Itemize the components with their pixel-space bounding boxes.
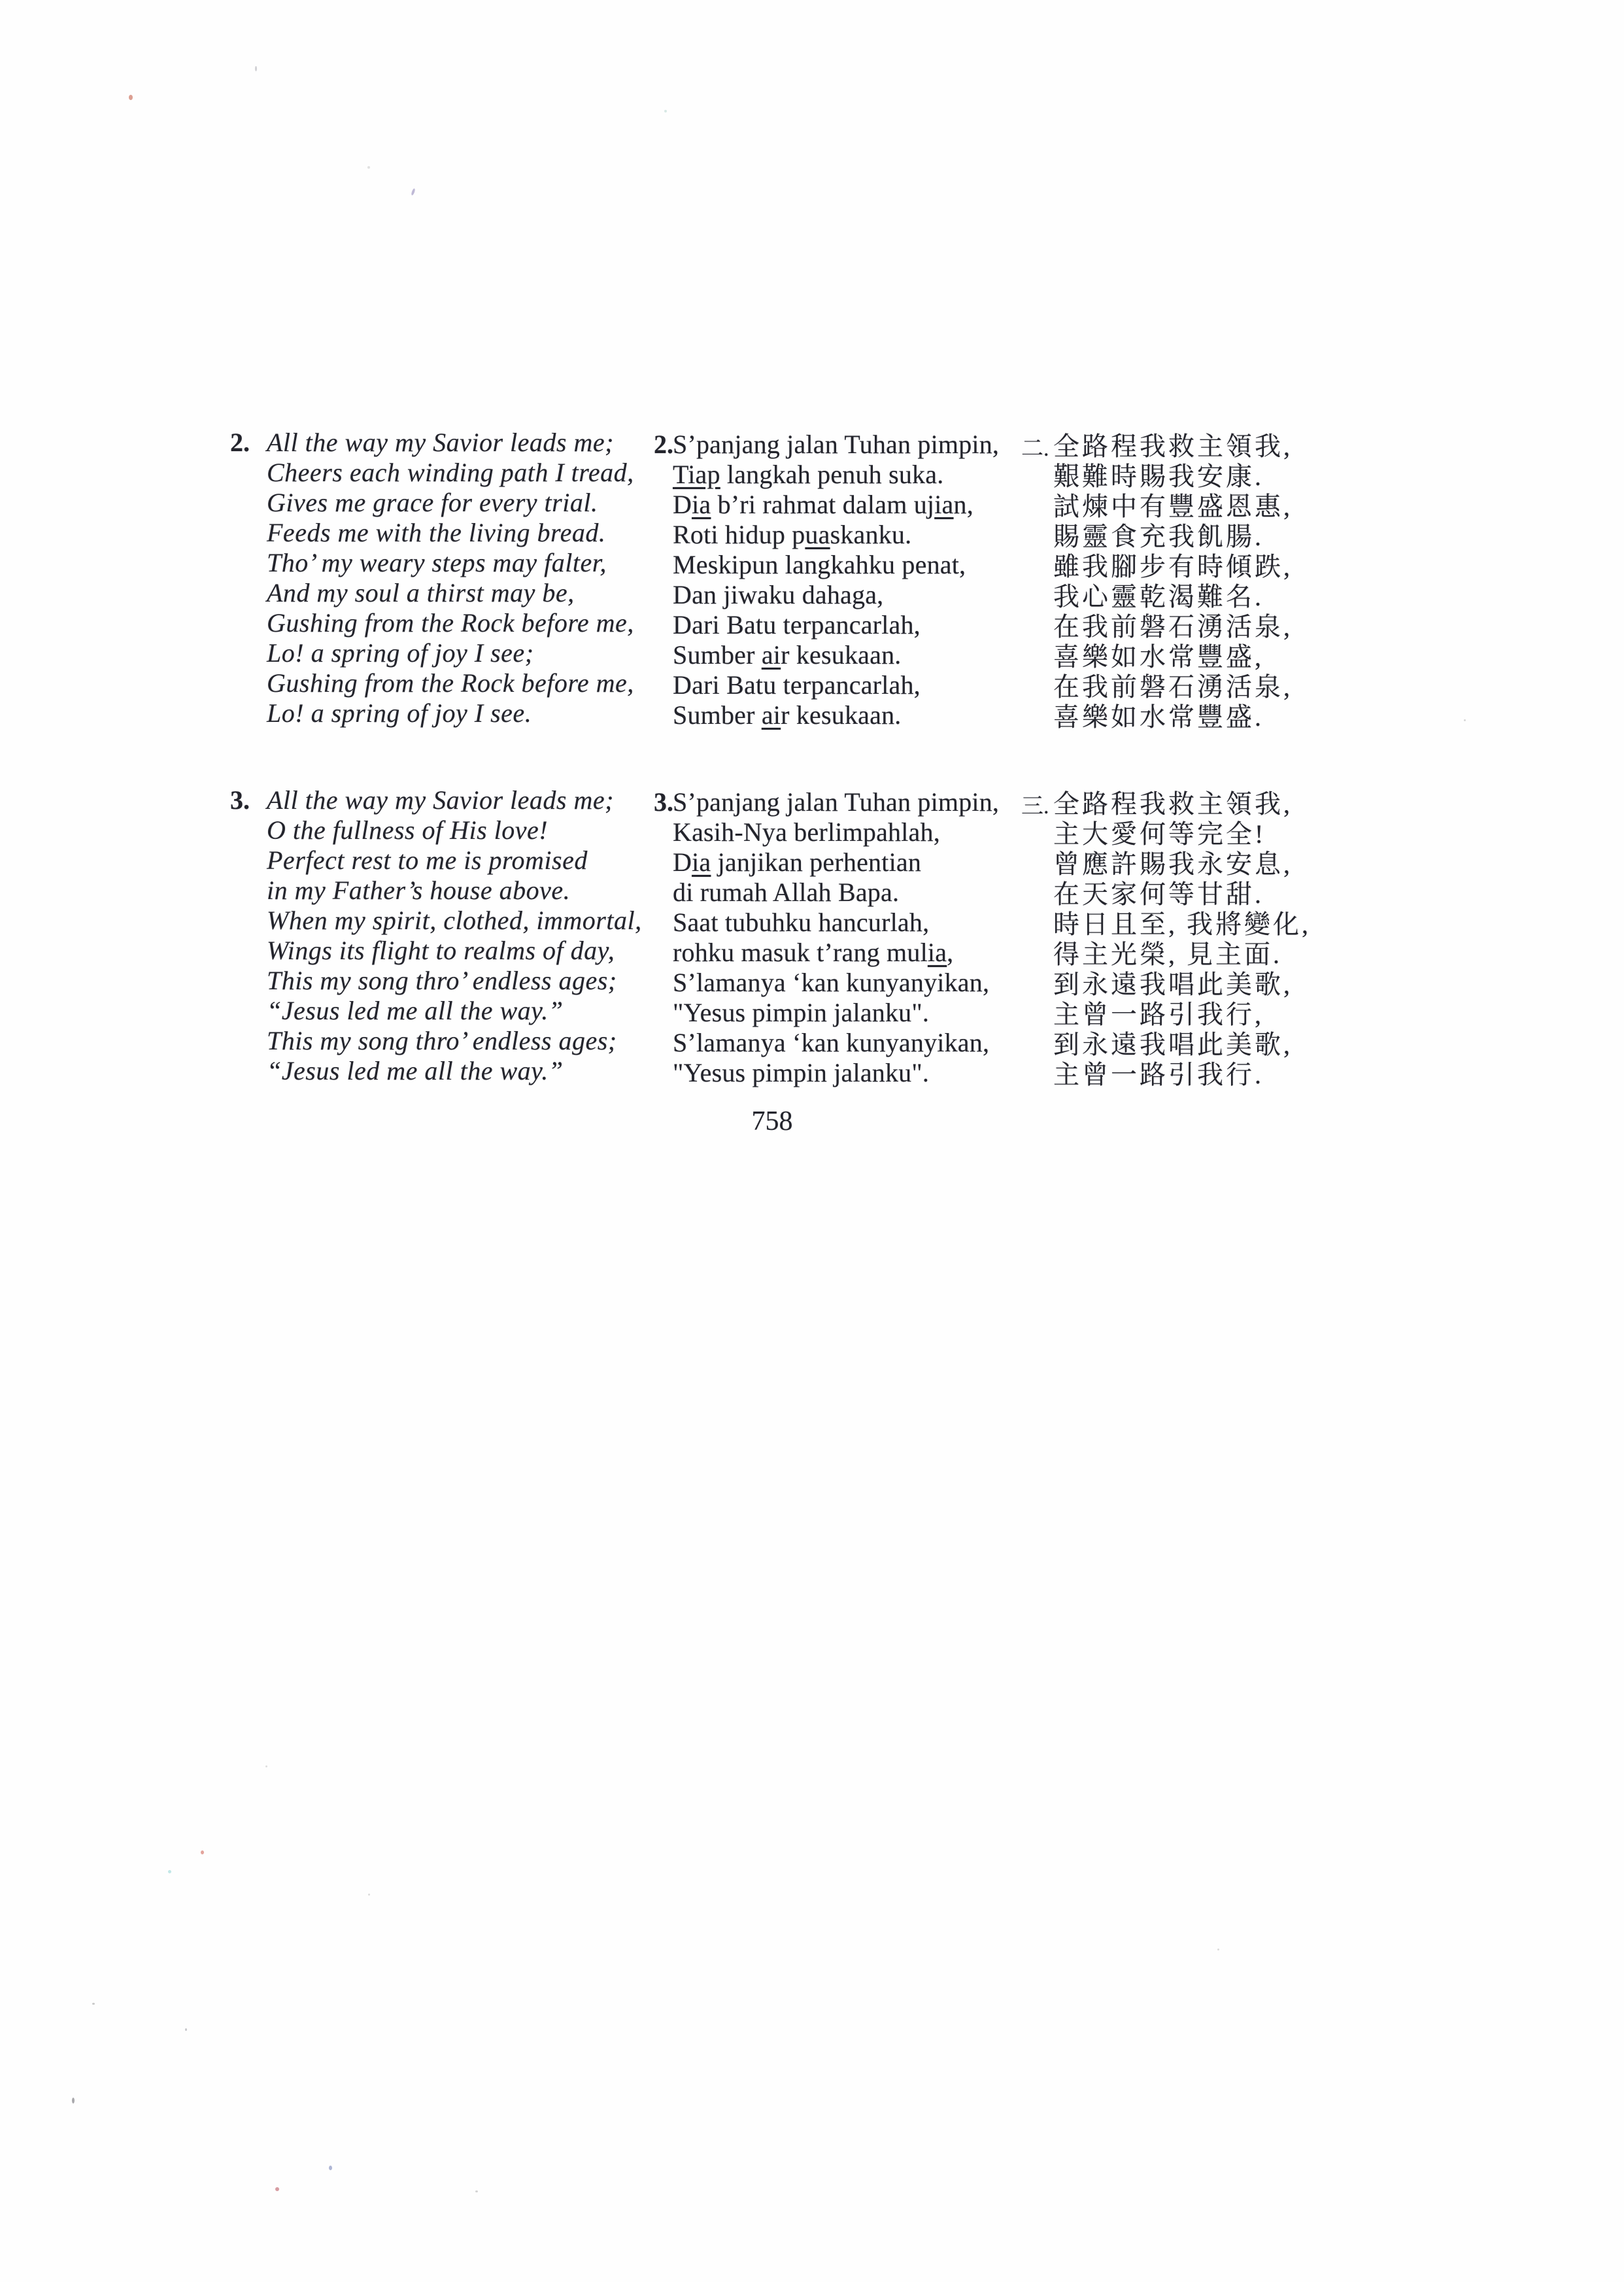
scan-speck xyxy=(411,188,416,196)
lyric-line: All the way my Savior leads me; xyxy=(267,428,614,457)
verse-3-english xyxy=(230,785,642,1086)
lyric-line: Tho’ my weary steps may falter, xyxy=(267,548,607,577)
lyric-line: Cheers each winding path I tread, xyxy=(267,458,634,487)
lyric-line: Perfect rest to me is promised xyxy=(267,845,588,875)
lyric-line: 到永遠我唱此美歌, xyxy=(1053,1030,1293,1059)
lyric-line: Wings its flight to realms of day, xyxy=(267,936,615,965)
lyric-line: Gushing from the Rock before me, xyxy=(267,608,634,638)
verse-2-english xyxy=(230,428,634,728)
melisma-underline: ia xyxy=(692,847,711,877)
melisma-underline: ia xyxy=(934,490,954,519)
melisma-underline: ua xyxy=(805,520,830,549)
lyric-line: 在我前磐石湧活泉, xyxy=(1053,612,1293,641)
lyric-line: “Jesus led me all the way.” xyxy=(267,1056,564,1085)
verse-3-indonesian-number: 3. xyxy=(654,787,673,817)
lyric-line: 主大愛何等完全! xyxy=(1053,819,1266,849)
verse-3-indonesian xyxy=(654,787,999,1088)
scan-speck xyxy=(368,1894,370,1896)
lyric-line: 得主光榮, 見主面. xyxy=(1053,940,1282,969)
melisma-underline: ai xyxy=(761,640,781,670)
verse-2-chinese-lines xyxy=(1053,432,1293,732)
lyric-line: 賜靈食充我飢腸. xyxy=(1053,522,1264,551)
lyric-line: Lo! a spring of joy I see. xyxy=(267,698,532,728)
lyric-line: And my soul a thirst may be, xyxy=(267,578,575,607)
scan-speck xyxy=(1464,719,1466,721)
lyric-line: 試煉中有豐盛恩惠, xyxy=(1053,492,1293,521)
lyric-line: O the fullness of His love! xyxy=(267,815,549,845)
scan-speck xyxy=(475,2190,478,2192)
lyric-line: in my Father’s house above. xyxy=(267,876,571,905)
lyric-line: Feeds me with the living bread. xyxy=(267,518,606,547)
lyric-line: rohku masuk t’rang mulia, xyxy=(673,938,954,967)
verse-2-indonesian xyxy=(654,430,999,730)
lyric-line: Dari Batu terpancarlah, xyxy=(673,670,921,700)
scan-speck xyxy=(329,2166,332,2170)
verse-2-english-number: 2. xyxy=(230,428,250,457)
verse-3-indonesian-lines xyxy=(673,787,999,1088)
scan-speck xyxy=(185,2028,187,2031)
lyric-line: S’panjang jalan Tuhan pimpin, xyxy=(673,787,1000,817)
lyric-line: Dia b’ri rahmat dalam ujian, xyxy=(673,490,973,519)
lyric-line: 曾應許賜我永安息, xyxy=(1053,849,1293,879)
lyric-line: 主曾一路引我行. xyxy=(1053,1060,1264,1089)
lyric-line: 雖我腳步有時傾跌, xyxy=(1053,552,1293,581)
verse-3-chinese xyxy=(1021,789,1311,1090)
melisma-underline: ia xyxy=(692,490,711,519)
lyric-line: Meskipun langkahku penat, xyxy=(673,550,966,579)
melisma-underline: ai xyxy=(761,700,781,730)
lyric-line: 全路程我救主領我, xyxy=(1053,432,1293,461)
verse-2-indonesian-lines xyxy=(673,430,999,730)
lyric-line: 我心靈乾渴難名. xyxy=(1053,582,1264,611)
scan-speck xyxy=(72,2098,75,2103)
lyric-line: 艱難時賜我安康. xyxy=(1053,462,1264,491)
scan-speck xyxy=(255,66,257,71)
lyric-line: All the way my Savior leads me; xyxy=(267,785,614,815)
lyric-line: Saat tubuhku hancurlah, xyxy=(673,908,930,937)
lyric-line: 喜樂如水常豐盛. xyxy=(1053,702,1264,732)
scan-speck xyxy=(168,1870,171,1873)
scan-speck xyxy=(265,1765,267,1767)
lyric-line: Dan jiwaku dahaga, xyxy=(673,580,884,609)
verse-3-chinese-number: 三. xyxy=(1021,794,1049,819)
lyric-line: This my song thro’ endless ages; xyxy=(267,966,617,995)
lyric-line: When my spirit, clothed, immortal, xyxy=(267,906,642,935)
lyric-line: 喜樂如水常豐盛, xyxy=(1053,642,1264,672)
lyric-line: Gushing from the Rock before me, xyxy=(267,668,634,698)
lyric-line: This my song thro’ endless ages; xyxy=(267,1026,617,1055)
page-number: 758 xyxy=(751,1106,793,1136)
lyric-line: Roti hidup puaskanku. xyxy=(673,520,912,549)
lyric-line: 時日且至, 我將變化, xyxy=(1053,910,1311,939)
lyric-line: Sumber air kesukaan. xyxy=(673,700,902,730)
lyric-line: Gives me grace for every trial. xyxy=(267,488,598,517)
verse-2-indonesian-number: 2. xyxy=(654,430,673,459)
scan-speck xyxy=(92,2003,95,2005)
melisma-underline: ia xyxy=(927,938,947,967)
lyric-line: S’panjang jalan Tuhan pimpin, xyxy=(673,430,1000,459)
lyric-line: S’lamanya ‘kan kunyanyikan, xyxy=(673,1028,990,1057)
verse-2-chinese xyxy=(1021,432,1293,732)
verse-3-english-lines xyxy=(267,785,642,1086)
lyric-line: Lo! a spring of joy I see; xyxy=(267,638,534,668)
lyric-line: 全路程我救主領我, xyxy=(1053,789,1293,819)
lyric-line: 到永遠我唱此美歌, xyxy=(1053,970,1293,999)
scan-speck xyxy=(275,2187,279,2191)
scan-speck xyxy=(1217,1949,1219,1950)
lyric-line: di rumah Allah Bapa. xyxy=(673,877,900,907)
melisma-underline: Tiap xyxy=(673,460,720,489)
verse-2-english-lines xyxy=(267,428,634,728)
lyric-line: 在我前磐石湧活泉, xyxy=(1053,672,1293,702)
lyric-line: Sumber air kesukaan. xyxy=(673,640,902,670)
lyric-line: 在天家何等甘甜. xyxy=(1053,879,1264,909)
scan-speck xyxy=(367,166,370,169)
lyric-line: Dari Batu terpancarlah, xyxy=(673,610,921,639)
lyric-line: "Yesus pimpin jalanku". xyxy=(673,1058,930,1087)
verse-3-english-number: 3. xyxy=(230,785,250,815)
lyric-line: Dia janjikan perhentian xyxy=(673,847,922,877)
lyric-line: "Yesus pimpin jalanku". xyxy=(673,998,930,1027)
scan-speck xyxy=(129,95,133,100)
verse-3-chinese-lines xyxy=(1053,789,1311,1090)
lyric-line: Kasih-Nya berlimpahlah, xyxy=(673,817,940,847)
scan-speck xyxy=(201,1850,204,1854)
lyric-line: 主曾一路引我行, xyxy=(1053,1000,1264,1029)
lyric-line: S’lamanya ‘kan kunyanyikan, xyxy=(673,968,990,997)
scan-speck xyxy=(664,110,667,112)
lyric-line: Tiap langkah penuh suka. xyxy=(673,460,944,489)
verse-2-chinese-number: 二. xyxy=(1021,437,1049,461)
lyric-line: “Jesus led me all the way.” xyxy=(267,996,564,1025)
